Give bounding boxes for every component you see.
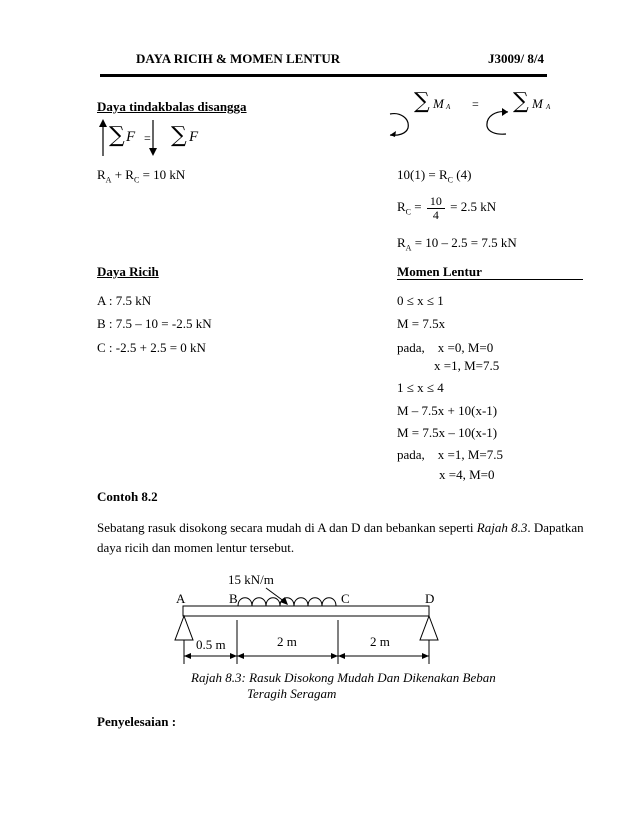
sigma-symbol-moment-left: ∑ [414,89,430,114]
dimension-ab: 0.5 m [196,637,226,652]
moment-heading: Momen Lentur [397,264,482,279]
dimension-cd: 2 m [370,634,390,649]
solution-heading: Penyelesaian : [97,714,177,729]
point-c-label: C [341,591,350,606]
moment-line: x =1, M=7.5 [434,358,500,373]
force-arrow-up-icon [98,119,108,157]
document-title: DAYA RICIH & MOMEN LENTUR [136,51,341,66]
moment-line: M – 7.5x + 10(x-1) [397,403,498,418]
moment-line: M = 7.5x – 10(x-1) [397,425,498,440]
example-paragraph-line-2: daya ricih dan momen lentur tersebut. [97,540,295,555]
moment-heading-underline [397,279,583,280]
f-symbol-left: F [126,129,136,145]
force-equals: = [144,131,151,145]
point-a-label: A [176,591,186,606]
support-d-icon [420,616,438,640]
shear-line: B : 7.5 – 10 = -2.5 kN [97,316,212,331]
sigma-symbol-moment-right: ∑ [513,89,529,114]
point-d-label: D [425,591,435,606]
figure-caption-line-2: Teragih Seragam [247,686,337,701]
figure-caption-line-1: Rajah 8.3: Rasuk Disokong Mudah Dan Dikenakan Beban [191,670,496,685]
m-subscript-right: A [546,103,551,111]
shear-heading: Daya Ricih [97,264,159,279]
ra-equation: $R_A = 10 - 2.5 = 7.5$ kN [397,235,517,253]
reactions-heading: Daya tindakbalas disangga [97,99,247,114]
force-arrow-down-icon [148,119,158,157]
point-b-label: B [229,591,238,606]
moment-line: x =4, M=0 [439,467,495,482]
m-symbol-left: M [433,96,444,111]
beam-diagram [0,560,638,710]
moment-arrow-anticlockwise-icon [478,104,514,138]
moment-equation: $10(1) = R_C$ (4) [397,167,472,185]
sigma-symbol-force-right: ∑ [171,123,187,148]
distributed-load-symbol [238,598,336,606]
shear-line: C : -2.5 + 2.5 = 0 kN [97,340,206,355]
rc-fraction: $\frac{10}{4}$ [427,195,445,222]
moment-line: pada, x =1, M=7.5 [397,447,504,462]
shear-line: A : 7.5 kN [97,293,152,308]
moment-line: 0 ≤ x ≤ 1 [397,293,444,308]
page-code: J3009/ 8/4 [488,51,544,66]
example-heading: Contoh 8.2 [97,489,158,504]
sigma-symbol-force-left: ∑ [109,123,125,148]
f-symbol-right: F [189,129,199,145]
reaction-sum-equation: $R_A + R_C = 10$ kN [97,167,186,185]
moment-line: M = 7.5x [397,316,446,331]
support-a-icon [175,616,193,640]
header-rule [100,74,547,77]
example-paragraph-line-1: Sebatang rasuk disokong secara mudah di A dan D dan bebankan seperti Rajah 8.3. Dapatkan [97,520,584,535]
m-subscript-left: A [446,103,451,111]
moment-equals: = [472,97,479,111]
dimension-bc: 2 m [277,634,297,649]
moment-line: 1 ≤ x ≤ 4 [397,380,444,395]
load-label: 15 kN/m [228,572,274,587]
rc-equation: $R_C$ = $\frac{10}{4}$ = 2.5 kN [397,193,497,222]
m-symbol-right: M [532,96,543,111]
moment-line: pada, x =0, M=0 [397,340,494,355]
beam [183,606,429,616]
